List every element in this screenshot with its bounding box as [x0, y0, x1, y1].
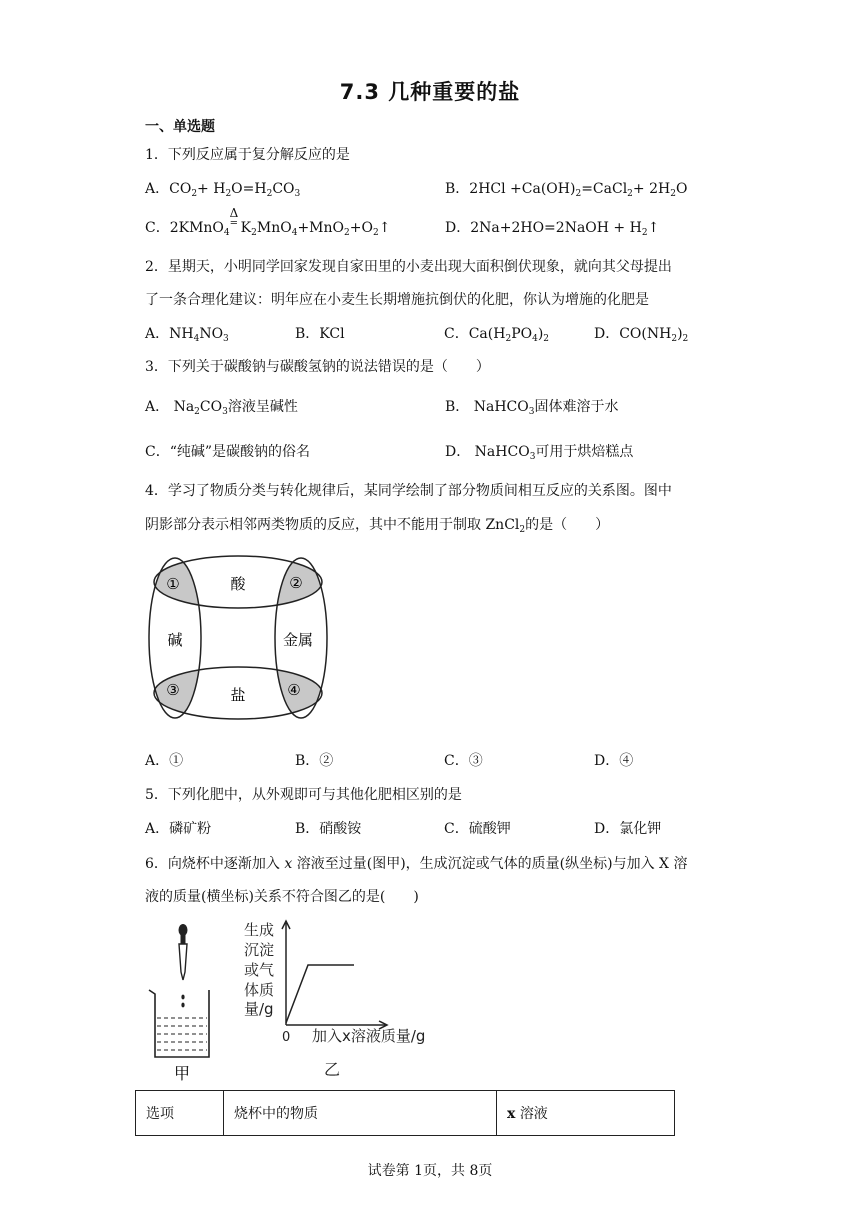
table-header-beaker: 烧杯中的物质	[224, 1091, 497, 1136]
q4-option-a: A．①	[145, 753, 184, 769]
q5-option-c: C．硫酸钾	[444, 821, 511, 837]
question-1-stem: 1．下列反应属于复分解反应的是	[145, 147, 350, 163]
y-label-line5: 量/g	[244, 1000, 274, 1018]
q2-option-c: C．$Ca(H_2PO_4)_2$	[444, 326, 550, 344]
table-header-row	[136, 1091, 675, 1136]
q3-option-c: C．“纯碱”是碳酸钠的俗名	[145, 444, 311, 460]
question-2-line1: 2．星期天，小明同学回家发现自家田里的小麦出现大面积倒伏现象，就向其父母提出	[145, 259, 672, 275]
y-label-line3: 或气	[244, 961, 275, 979]
x-axis-label: 加入x溶液质量/g	[312, 1027, 426, 1045]
question-4-line2: 阴影部分表示相邻两类物质的反应，其中不能用于制取 ZnCl$_2$的是（ ）	[145, 517, 610, 535]
question-6-line1: 6．向烧杯中逐渐加入 x 溶液至过量(图甲)，生成沉淀或气体的质量(纵坐标)与加入 X 溶	[145, 856, 688, 872]
q5-option-b: B．硝酸铵	[295, 821, 362, 837]
marker-4: ④	[287, 681, 301, 699]
q4-option-b: B．②	[295, 753, 334, 769]
table-header-x-solution: x 溶液	[497, 1091, 675, 1136]
label-salt: 盐	[230, 686, 246, 704]
q1-option-a: A．$CO_2+ H_2O=H_2CO_3$	[145, 181, 301, 199]
q1-option-c: C．2KMnO$_4$ Δ = $K_2MnO_4+MnO_2+O_2↑$	[145, 206, 391, 238]
options-table	[135, 1090, 675, 1136]
q4-option-c: C．③	[444, 753, 483, 769]
beaker-icon	[149, 990, 209, 1057]
q5-option-d: D．氯化钾	[594, 821, 662, 837]
table-header-option: 选项	[136, 1091, 224, 1136]
question-3-stem: 3．下列关于碳酸钠与碳酸氢钠的说法错误的是（ ）	[145, 359, 490, 375]
question-4-line1: 4．学习了物质分类与转化规律后，某同学绘制了部分物质间相互反应的关系图。图中	[145, 483, 672, 499]
q2-option-a: A．$NH_4NO_3$	[145, 326, 229, 344]
y-label-line1: 生成	[244, 921, 275, 939]
beaker-dropper-figure	[145, 922, 225, 1084]
q4-option-d: D．④	[594, 753, 634, 769]
dropper-icon	[179, 924, 188, 980]
y-label-line4: 体质	[244, 981, 275, 999]
q2-option-d: D．$CO(NH_2)_2$	[594, 326, 689, 344]
label-acid: 酸	[230, 575, 246, 593]
mass-curve	[286, 965, 354, 1023]
q3-option-b: B． NaHCO$_3$固体难溶于水	[445, 399, 619, 417]
label-base: 碱	[167, 631, 183, 649]
reaction-relationship-diagram	[148, 552, 328, 724]
graph-origin: 0	[282, 1030, 291, 1045]
label-metal: 金属	[282, 631, 314, 649]
marker-3: ③	[166, 681, 180, 699]
y-label-line2: 沉淀	[244, 941, 275, 959]
marker-2: ②	[289, 574, 303, 592]
delta-symbol: Δ	[229, 206, 239, 220]
q1-option-b: B．$2HCl +Ca(OH)_2=CaCl_2+ 2H_2O$	[445, 181, 688, 199]
q5-option-a: A．磷矿粉	[145, 821, 212, 837]
question-2-line2: 了一条合理化建议：明年应在小麦生长期增施抗倒伏的化肥，你认为增施的化肥是	[145, 292, 649, 308]
mass-graph-figure	[238, 913, 438, 1083]
marker-1: ①	[166, 575, 180, 593]
q3-option-d: D． NaHCO$_3$可用于烘焙糕点	[445, 444, 634, 462]
q1-option-d: D．2Na+2HO=2NaOH + $H_2↑$	[445, 220, 660, 238]
figure-a-label: 甲	[173, 1064, 191, 1083]
figure-b-label: 乙	[324, 1060, 341, 1079]
page-footer: 试卷第 1页，共 8页	[367, 1163, 493, 1179]
section-heading: 一、单选题	[145, 119, 215, 135]
question-6-line2: 液的质量(横坐标)关系不符合图乙的是( )	[145, 889, 419, 905]
q2-option-b: B．KCl	[295, 326, 345, 342]
q3-option-a: A． $Na_2CO_3$溶液呈碱性	[145, 399, 298, 417]
page-title: 7.3 几种重要的盐	[339, 80, 521, 104]
question-5-stem: 5．下列化肥中，从外观即可与其他化肥相区别的是	[145, 787, 462, 803]
